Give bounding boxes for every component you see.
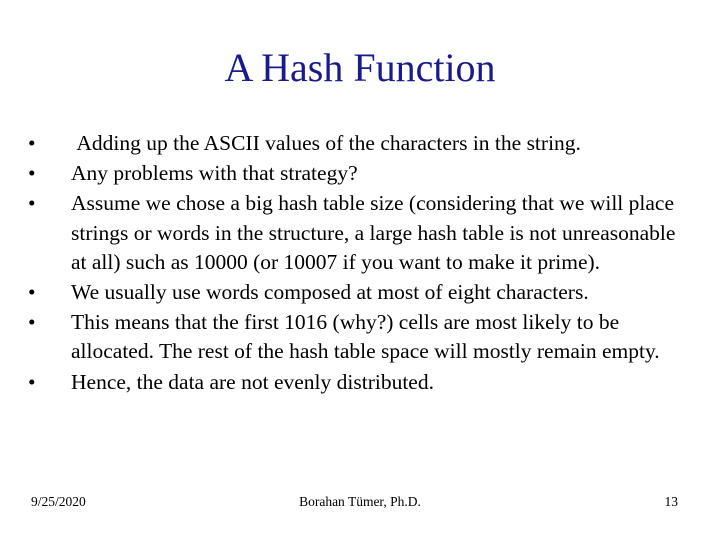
bullet-icon: • xyxy=(28,191,36,216)
slide-title: A Hash Function xyxy=(224,45,496,90)
bullet-text: Adding up the ASCII values of the characters in the string. xyxy=(71,131,581,155)
bullet-list xyxy=(28,129,688,398)
bullet-icon: • xyxy=(28,161,36,186)
footer-author: Borahan Tümer, Ph.D. xyxy=(299,494,421,509)
bullet-text: Any problems with that strategy? xyxy=(71,161,358,186)
bullet-icon: • xyxy=(28,280,36,305)
bullet-item xyxy=(28,278,688,307)
bullet-text: Assume we chose a big hash table size (considering that we will place strings or words in the structure, a large hash table is not unreasonable at all) such as 10000 (or 10007 if you want to make it prime). xyxy=(71,191,676,274)
bullet-item xyxy=(28,159,688,188)
bullet-item xyxy=(28,189,688,277)
bullet-item xyxy=(28,368,688,397)
bullet-icon: • xyxy=(28,131,36,155)
bullet-text: This means that the first 1016 (why?) cells are most likely to be allocated. The rest of the hash table space will mostly remain empty. xyxy=(71,310,660,364)
bullet-item xyxy=(28,308,688,366)
bullet-item xyxy=(28,129,688,158)
bullet-icon: • xyxy=(28,310,36,335)
bullet-text: Hence, the data are not evenly distributed. xyxy=(71,369,434,394)
footer-date: 9/25/2020 xyxy=(31,494,86,509)
bullet-text: We usually use words composed at most of eight characters. xyxy=(71,280,589,305)
bullet-icon: • xyxy=(28,369,36,394)
page-number: 13 xyxy=(664,494,678,509)
